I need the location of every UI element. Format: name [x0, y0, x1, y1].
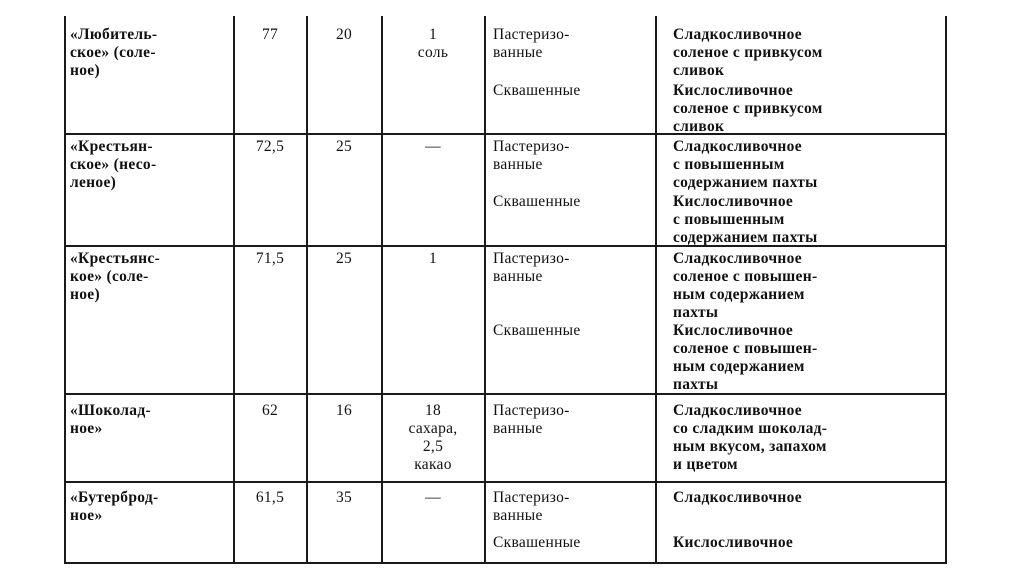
- table-row-5-cream-type-1: Пастеризо- ванные: [493, 489, 570, 524]
- row-divider: [64, 481, 946, 483]
- table-row-1-cream-type-1: Пастеризо- ванные: [493, 26, 570, 61]
- table-row-5-fat: 61,5: [255, 489, 285, 506]
- table-row-5-description-1: Сладкосливочное: [673, 489, 802, 506]
- table-row-1-fat: 77: [261, 26, 279, 43]
- table-row-3-fat: 71,5: [255, 250, 285, 267]
- table-row-4-fat: 62: [261, 402, 279, 419]
- table-row-1-cream-type-2: Сквашенные: [493, 82, 581, 99]
- table-row-5-description-2: Кислосливочное: [673, 534, 794, 551]
- table-row-2-description-2: Кислосливочное с повышенным содержанием пахты: [673, 193, 818, 246]
- table-row-3-name: «Крестьянс- кое» (соле- ное): [70, 250, 161, 303]
- table-row-3-cream-type-2: Сквашенные: [493, 322, 581, 339]
- table-row-3-description-1: Сладкосливочное соленое с повышен- ным содержанием пахты: [673, 250, 818, 321]
- table-row-4-additives: 18 сахара, 2,5 какао: [408, 402, 458, 473]
- table-row-2-fat: 72,5: [255, 138, 285, 155]
- table-row-1-description-2: Кислосливочное соленое с привкусом сливок: [673, 82, 823, 135]
- table-row-5-cream-type-2: Сквашенные: [493, 534, 581, 551]
- table-row-3-cream-type-1: Пастеризо- ванные: [493, 250, 570, 285]
- table-row-3-additives: 1: [428, 250, 438, 267]
- table-bottom-border: [64, 562, 946, 564]
- table-row-2-description-1: Сладкосливочное с повышенным содержанием пахты: [673, 138, 818, 191]
- table-row-1-name: «Любитель- ское» (соле- ное): [70, 26, 158, 79]
- table-row-2-cream-type-2: Сквашенные: [493, 193, 581, 210]
- table-row-2-cream-type-1: Пастеризо- ванные: [493, 138, 570, 173]
- table-row-5-additives: —: [425, 489, 441, 506]
- table-row-2-name: «Крестьян- ское» (несо- леное): [70, 138, 157, 191]
- table-row-3-description-2: Кислосливочное соленое с повышен- ным содержанием пахты: [673, 322, 818, 393]
- table-row-5-name: «Бутерброд- ное»: [70, 489, 159, 524]
- table-row-4-moisture: 16: [335, 402, 353, 419]
- table-row-1-moisture: 20: [335, 26, 353, 43]
- table-row-1-additives: 1 соль: [417, 26, 449, 61]
- table-row-5-moisture: 35: [335, 489, 353, 506]
- table-row-1-description-1: Сладкосливочное соленое с привкусом сливок: [673, 26, 823, 79]
- table-row-4-description-1: Сладкосливочное со сладким шоколад- ным вкусом, запахом и цветом: [673, 402, 828, 473]
- table-row-3-moisture: 25: [335, 250, 353, 267]
- table-row-2-moisture: 25: [335, 138, 353, 155]
- table-row-4-cream-type-1: Пастеризо- ванные: [493, 402, 570, 437]
- table-row-2-additives: —: [425, 138, 441, 155]
- table-row-4-name: «Шоколад- ное»: [70, 402, 151, 437]
